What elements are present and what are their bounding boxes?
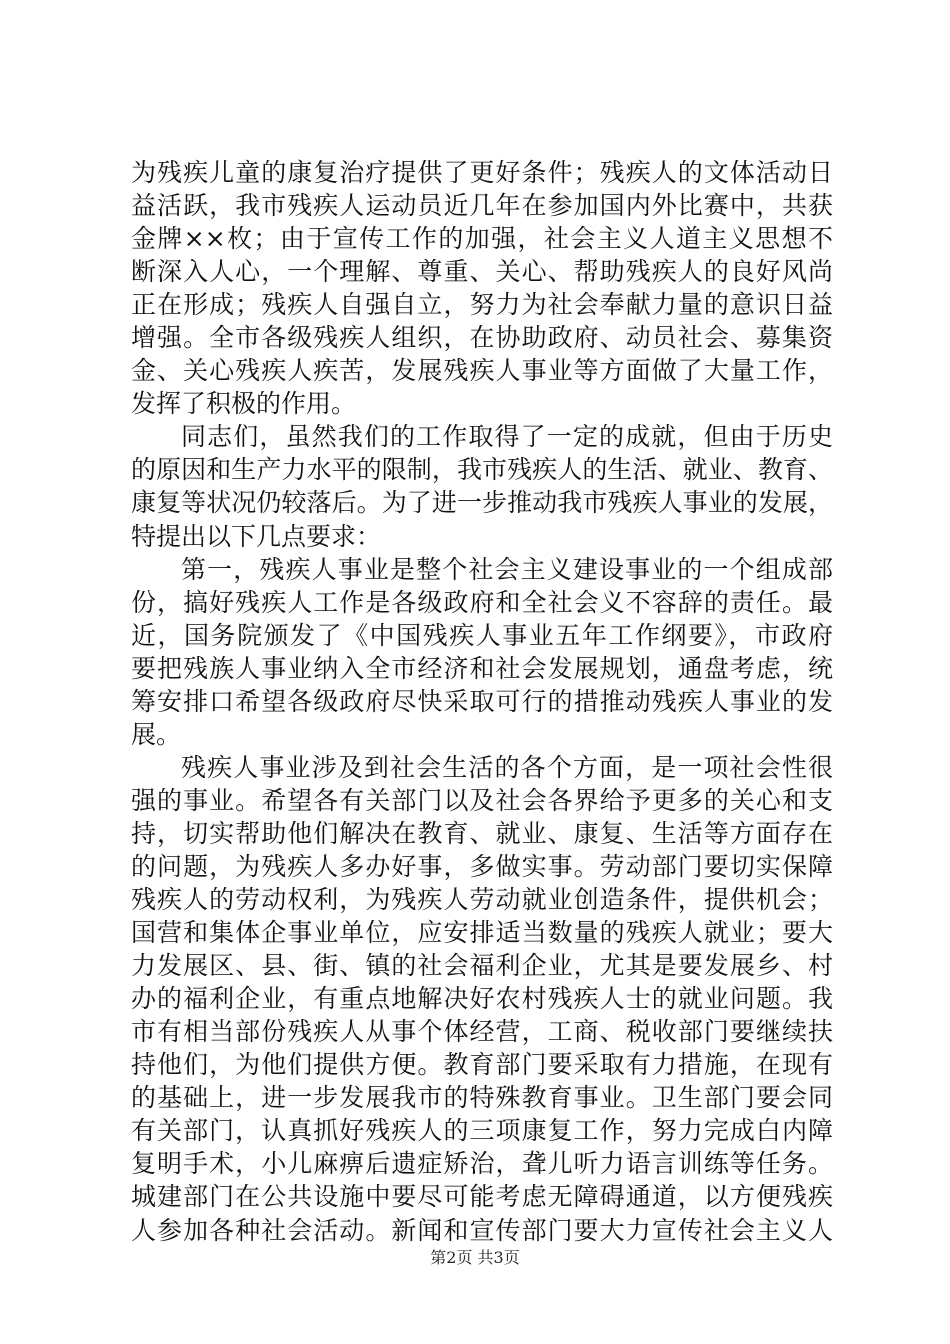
text-line: 筹安排口希望各级政府尽快采取可行的措推动残疾人事业的发 [131,686,833,716]
text-line: 金、关心残疾人疾苦，发展残疾人事业等方面做了大量工作， [131,356,833,386]
paragraph [131,553,833,751]
text-line: 为残疾儿童的康复治疗提供了更好条件；残疾人的文体活动日 [131,158,833,187]
text-line: 残疾人的劳动权利，为残疾人劳动就业创造条件，提供机会； [131,885,833,915]
text-line: 的问题，为残疾人多办好事，多做实事。劳动部门要切实保障 [131,851,833,881]
text-line: 益活跃，我市残疾人运动员近几年在参加国内外比赛中，共获 [131,191,833,221]
text-line: 份，搞好残疾人工作是各级政府和全社会义不容辞的责任。最 [131,587,833,617]
paragraph [131,156,833,420]
text-line: 发挥了积极的作用。 [131,389,357,419]
text-line: 断深入人心，一个理解、尊重、关心、帮助残疾人的良好风尚 [131,257,833,287]
text-line: 市有相当部份残疾人从事个体经营，工商、税收部门要继续扶 [131,1017,833,1047]
text-line: 办的福利企业，有重点地解决好农村残疾人士的就业问题。我 [131,984,833,1014]
page-number-footer: 第2页 共3页 [430,1248,520,1267]
text-line: 强的事业。希望各有关部门以及社会各界给予更多的关心和支 [131,785,833,815]
text-line: 正在形成；残疾人自强自立，努力为社会奉献力量的意识日益 [131,290,833,320]
text-line: 残疾人事业涉及到社会生活的各个方面，是一项社会性很 [181,752,833,782]
text-line: 城建部门在公共设施中要尽可能考虑无障碍通道，以方便残疾 [131,1182,833,1212]
text-line: 有关部门，认真抓好残疾人的三项康复工作，努力完成白内障 [131,1116,833,1146]
text-line: 第一，残疾人事业是整个社会主义建设事业的一个组成部 [181,554,833,584]
text-line: 复明手术，小儿麻痹后遗症矫治，聋儿听力语言训练等任务。 [131,1149,833,1179]
text-line: 的原因和生产力水平的限制，我市残疾人的生活、就业、教育、 [131,455,833,485]
text-line: 的基础上，进一步发展我市的特殊教育事业。卫生部门要会同 [131,1083,833,1113]
text-line: 特提出以下几点要求： [131,521,382,551]
paragraph [131,751,833,1247]
text-line: 持他们，为他们提供方便。教育部门要采取有力措施，在现有 [131,1050,833,1080]
text-line: 金牌××枚；由于宣传工作的加强，社会主义人道主义思想不 [131,224,833,254]
text-line: 同志们，虽然我们的工作取得了一定的成就，但由于历史 [181,422,833,452]
text-line: 持，切实帮助他们解决在教育、就业、康复、生活等方面存在 [131,818,833,848]
text-line: 国营和集体企事业单位，应安排适当数量的残疾人就业；要大 [131,918,833,948]
text-line: 展。 [131,719,182,749]
paragraph [131,420,833,552]
text-line: 康复等状况仍较落后。为了进一步推动我市残疾人事业的发展， [131,488,833,518]
text-line: 人参加各种社会活动。新闻和宣传部门要大力宣传社会主义人 [131,1215,833,1245]
text-line: 力发展区、县、街、镇的社会福利企业，尤其是要发展乡、村 [131,951,833,981]
text-line: 近，国务院颁发了《中国残疾人事业五年工作纲要》，市政府 [131,620,833,650]
document-body [131,156,833,1247]
text-line: 增强。全市各级残疾人组织，在协助政府、动员社会、募集资 [131,323,833,353]
text-line: 要把残族人事业纳入全市经济和社会发展规划，通盘考虑，统 [131,653,833,683]
